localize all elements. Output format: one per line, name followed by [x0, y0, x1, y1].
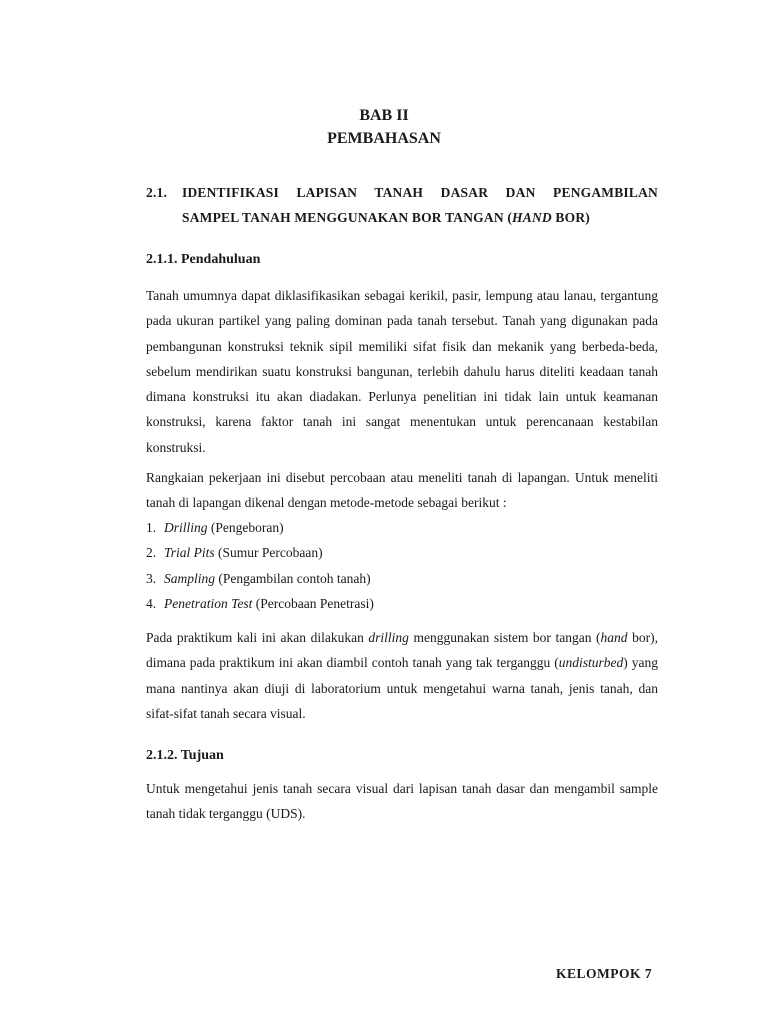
list-term: Trial Pits — [164, 545, 215, 561]
paragraph-intro: Tanah umumnya dapat diklasifikasikan sebagai kerikil, pasir, lempung atau lanau, tergantung pada ukuran partikel yang paling dominan pada tanah tersebut. Tanah yang digunakan pada pembangunan konstruksi teknik sipil memiliki sifat fisik dan mekanik yang berbeda-beda, sebelum mendirikan suatu konstruksi bangunan, terlebih dahulu harus diteliti keadaan tanah dimana konstruksi itu akan diadakan. Perlunya penelitian ini tidak lain untuk keamanan konstruksi, karena faktor tanah ini sangat menentukan untuk perencanaan kestabilan konstruksi. — [146, 288, 658, 455]
subsection-heading-tujuan: 2.1.2. Tujuan — [146, 748, 224, 763]
list-term: Sampling — [164, 570, 216, 586]
paragraph-practicum — [146, 625, 658, 726]
footer-group-label: KELOMPOK 7 — [556, 966, 653, 981]
text-run: ) yang mana nantinya akan diuji di laboratorium untuk mengetahui warna tanah, jenis tanah, dan sifat-sifat tanah secara visual. — [146, 655, 658, 721]
section-title-text-end: BOR) — [551, 210, 590, 225]
list-desc: (Pengeboran) — [207, 520, 284, 535]
list-term: Penetration Test — [164, 595, 253, 611]
methods-list — [146, 515, 658, 616]
subsection-heading-pendahuluan: 2.1.1. Pendahuluan — [146, 252, 261, 267]
chapter-title: PEMBAHASAN — [327, 130, 441, 147]
text-run: menggunakan sistem bor tangan ( — [408, 630, 601, 645]
section-title-line-1: IDENTIFIKASI LAPISAN TANAH DASAR DAN PENGAMBILAN — [182, 185, 658, 200]
list-item — [146, 591, 658, 616]
text-run: bor), dimana pada praktikum ini akan diambil contoh tanah yang tak terganggu ( — [146, 630, 658, 671]
list-item — [146, 540, 658, 565]
list-term: Drilling — [164, 520, 208, 535]
list-number: 3. — [146, 570, 157, 586]
chapter-number: BAB II — [359, 107, 409, 124]
list-item — [146, 566, 658, 591]
list-desc: (Pengambilan contoh tanah) — [215, 570, 371, 586]
paragraph-purpose: Untuk mengetahui jenis tanah secara visual dari lapisan tanah dasar dan mengambil sample tanah tidak terganggu (UDS). — [146, 781, 658, 822]
text-run: Pada praktikum kali ini akan dilakukan — [146, 630, 369, 645]
section-number: 2.1. — [146, 185, 168, 200]
section-title-text: SAMPEL TANAH MENGGUNAKAN BOR TANGAN ( — [182, 210, 513, 225]
italic-term: drilling — [368, 630, 409, 645]
italic-term: undisturbed — [558, 655, 624, 671]
list-desc: (Percobaan Penetrasi) — [252, 595, 374, 611]
section-title-line-2 — [182, 205, 590, 230]
list-number: 4. — [146, 595, 157, 611]
list-number: 1. — [146, 520, 157, 535]
list-desc: (Sumur Percobaan) — [214, 545, 323, 561]
list-number: 2. — [146, 545, 157, 561]
italic-term: hand — [600, 630, 628, 645]
list-item — [146, 515, 658, 540]
paragraph-methods-intro: Rangkaian pekerjaan ini disebut percobaan atau meneliti tanah di lapangan. Untuk meneliti tanah di lapangan dikenal dengan metode-metode sebagai berikut : — [146, 470, 658, 511]
section-title-italic: HAND — [512, 210, 552, 225]
